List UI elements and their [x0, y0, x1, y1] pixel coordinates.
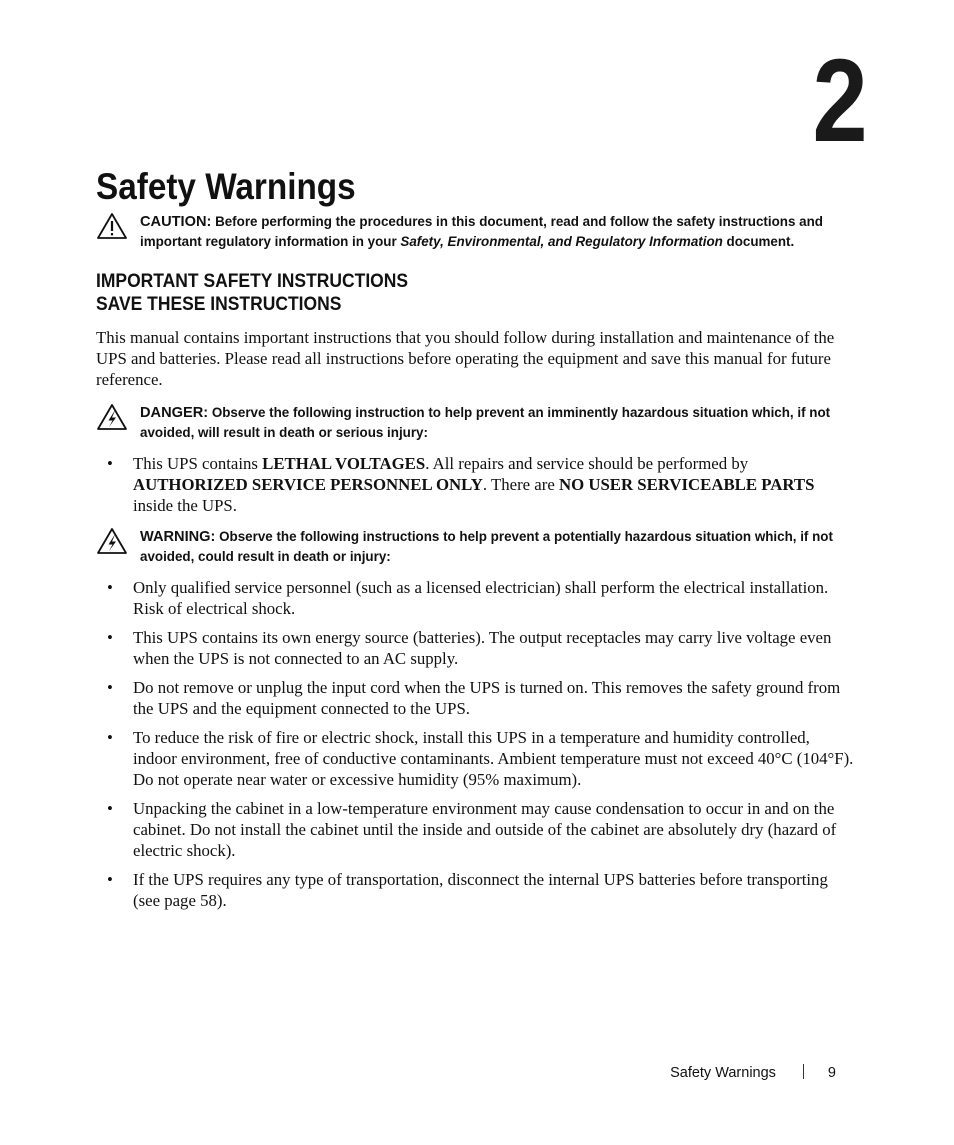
chapter-number: 2	[812, 35, 868, 167]
page-number: 9	[827, 1065, 836, 1081]
electrical-hazard-triangle-icon	[96, 527, 128, 555]
list-item: • To reduce the risk of fire or electric shock, install this UPS in a temperature and humidity controlled, indoor environment, free of conductive contaminants. Ambient temperature must not exceed 40°C (104°F). Do not operate near water or excessive humidity (95% maximum).	[107, 728, 854, 789]
danger-notice	[96, 403, 856, 443]
footer-divider	[803, 1064, 804, 1079]
caution-label: CAUTION:	[140, 214, 212, 230]
list-item: • This UPS contains its own energy source (batteries). The output receptacles may carry live voltage even when the UPS is not connected to an AC supply.	[107, 628, 832, 668]
page-title: Safety Warnings	[96, 166, 356, 207]
danger-label: DANGER:	[140, 405, 209, 421]
caution-triangle-icon	[96, 212, 128, 240]
electrical-hazard-triangle-icon	[96, 403, 128, 431]
section-heading: IMPORTANT SAFETY INSTRUCTIONS SAVE THESE INSTRUCTIONS	[96, 271, 409, 315]
regulatory-doc-title: Safety, Environmental, and Regulatory Information	[400, 234, 723, 249]
danger-text: DANGER: Observe the following instruction to help prevent an imminently hazardous situation which, if not avoided, will result in death or serious injury:	[140, 405, 831, 440]
caution-notice	[96, 212, 856, 252]
danger-bullet-list	[96, 453, 856, 524]
footer-section-title: Safety Warnings	[670, 1065, 776, 1081]
list-item: • This UPS contains LETHAL VOLTAGES. All repairs and service should be performed by AUTHORIZED SERVICE PERSONNEL ONLY. There are NO USER SERVICEABLE PARTS inside the UPS.	[107, 454, 815, 515]
list-item: • If the UPS requires any type of transportation, disconnect the internal UPS batteries before transporting (see page 58).	[107, 870, 828, 910]
caution-text: CAUTION: Before performing the procedures in this document, read and follow the safety instructions and important regulatory information in your Safety, Environmental, and Regulatory Information document.	[140, 214, 823, 249]
list-item: • Do not remove or unplug the input cord when the UPS is turned on. This removes the safety ground from the UPS and the equipment connected to the UPS.	[107, 678, 841, 718]
warning-notice	[96, 527, 856, 567]
list-item: • Only qualified service personnel (such as a licensed electrician) shall perform the electrical installation. Risk of electrical shock.	[107, 578, 829, 618]
intro-paragraph: This manual contains important instructions that you should follow during installation and maintenance of the UPS and batteries. Please read all instructions before operating the equipment and save this manual for future reference.	[96, 328, 835, 389]
page-footer	[670, 1063, 836, 1083]
warning-bullet-list	[96, 577, 856, 919]
list-item: • Unpacking the cabinet in a low-temperature environment may cause condensation to occur in and on the cabinet. Do not install the cabinet until the inside and outside of the cabinet are absolutely dry (hazard of electric shock).	[107, 799, 837, 860]
warning-label: WARNING:	[140, 529, 216, 545]
warning-text: WARNING: Observe the following instructions to help prevent a potentially hazardous situation which, if not avoided, could result in death or injury:	[140, 529, 833, 564]
